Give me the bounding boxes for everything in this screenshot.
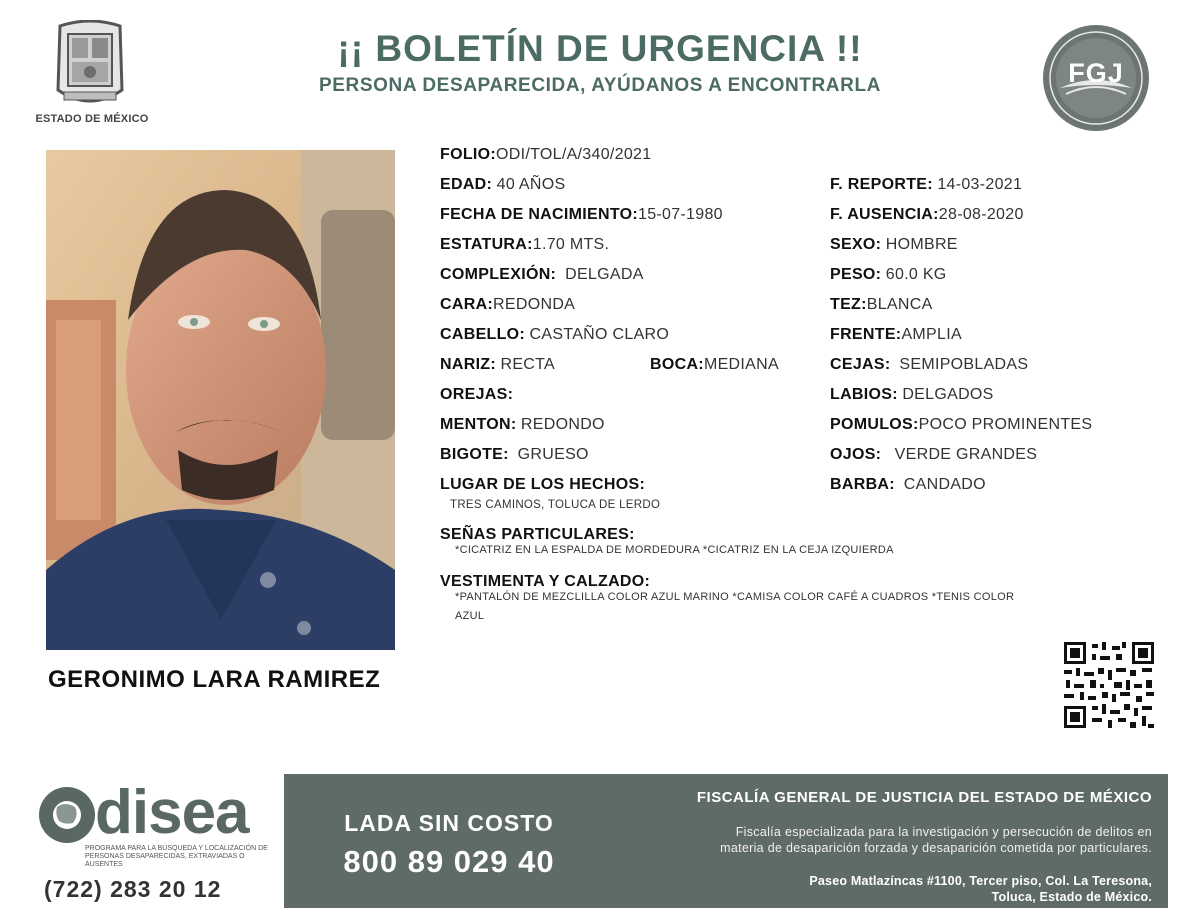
field-peso bbox=[830, 265, 947, 285]
field-value: VERDE GRANDES bbox=[894, 446, 1038, 463]
odisea-program: PROGRAMA PARA LA BÚSQUEDA Y LOCALIZACIÓN DE PERSONAS DESAPARECIDAS, EXTRAVIADAS O AUSENTES bbox=[85, 845, 268, 868]
person-name: GERONIMO LARA RAMIREZ bbox=[48, 666, 381, 693]
field-label: CEJAS: bbox=[830, 356, 891, 373]
field-value: AMPLIA bbox=[901, 326, 962, 343]
field-value: RECTA bbox=[500, 356, 556, 373]
field-value: 14-03-2021 bbox=[937, 176, 1023, 193]
field-sexo bbox=[830, 235, 958, 255]
field-label: VESTIMENTA Y CALZADO: bbox=[440, 573, 651, 590]
field-label: F. REPORTE: bbox=[830, 176, 933, 193]
field-labios bbox=[830, 385, 994, 405]
field-value: 28-08-2020 bbox=[938, 206, 1024, 223]
fiscalia-address bbox=[600, 873, 1152, 905]
field-value: POCO PROMINENTES bbox=[918, 416, 1093, 433]
field-value: 40 AÑOS bbox=[496, 176, 566, 193]
page-subtitle: PERSONA DESAPARECIDA, AYÚDANOS A ENCONTRARLA bbox=[319, 75, 881, 96]
field-label: COMPLEXIÓN: bbox=[440, 266, 557, 283]
field-cabello bbox=[440, 325, 669, 345]
field-label: SEXO: bbox=[830, 236, 882, 253]
field-value: BLANCA bbox=[866, 296, 933, 313]
state-coat-of-arms-icon bbox=[50, 20, 130, 110]
page-title: ¡¡ BOLETÍN DE URGENCIA !! bbox=[337, 28, 863, 69]
field-cara bbox=[440, 295, 575, 315]
address-line: Paseo Matlazíncas #1100, Tercer piso, Col. La Teresona, bbox=[809, 874, 1152, 888]
field-label: EDAD: bbox=[440, 176, 493, 193]
field-bigote bbox=[440, 445, 589, 465]
field-label: PESO: bbox=[830, 266, 882, 283]
odisea-wordmark: disea bbox=[95, 778, 249, 847]
fiscalia-desc-line: Fiscalía especializada para la investigación y persecución de delitos en bbox=[735, 825, 1152, 839]
field-value: REDONDA bbox=[493, 296, 576, 313]
qr-code-icon[interactable] bbox=[1062, 640, 1156, 730]
field-folio bbox=[440, 145, 651, 165]
field-label: BIGOTE: bbox=[440, 446, 509, 463]
field-lugar bbox=[440, 475, 645, 495]
field-nariz bbox=[440, 355, 555, 375]
fiscalia-desc-line: materia de desaparición forzada y desaparición cometida por particulares. bbox=[720, 841, 1152, 855]
field-label: ESTATURA: bbox=[440, 236, 533, 253]
field-value: SEMIPOBLADAS bbox=[899, 356, 1029, 373]
field-value: GRUESO bbox=[517, 446, 589, 463]
field-value: DELGADOS bbox=[902, 386, 994, 403]
lada-label: LADA SIN COSTO bbox=[344, 810, 554, 836]
fgj-logo-text: FGJ bbox=[1068, 58, 1124, 88]
field-label: TEZ: bbox=[830, 296, 867, 313]
field-edad bbox=[440, 175, 565, 195]
field-value: MEDIANA bbox=[703, 356, 779, 373]
field-label: FRENTE: bbox=[830, 326, 902, 343]
field-complexion bbox=[440, 265, 644, 285]
field-label: BOCA: bbox=[650, 356, 704, 373]
field-value: CASTAÑO CLARO bbox=[529, 326, 670, 343]
field-label: CABELLO: bbox=[440, 326, 526, 343]
field-label: OJOS: bbox=[830, 446, 882, 463]
field-label: CARA: bbox=[440, 296, 494, 313]
field-label: POMULOS: bbox=[830, 416, 919, 433]
field-label: FECHA DE NACIMIENTO: bbox=[440, 206, 638, 223]
field-senas-value: *CICATRIZ EN LA ESPALDA DE MORDEDURA *CICATRIZ EN LA CEJA IZQUIERDA bbox=[455, 544, 894, 556]
field-label: LUGAR DE LOS HECHOS: bbox=[440, 476, 646, 493]
field-fecha-ausencia bbox=[830, 205, 1024, 225]
field-lugar-value: TRES CAMINOS, TOLUCA DE LERDO bbox=[450, 499, 661, 511]
field-value: ODI/TOL/A/340/2021 bbox=[496, 146, 652, 163]
field-estatura bbox=[440, 235, 609, 255]
field-value: REDONDO bbox=[520, 416, 605, 433]
address-line: Toluca, Estado de México. bbox=[991, 890, 1152, 904]
field-cejas bbox=[830, 355, 1028, 375]
field-tez bbox=[830, 295, 933, 315]
field-label: OREJAS: bbox=[440, 386, 514, 403]
odisea-phone[interactable]: (722) 283 20 12 bbox=[44, 876, 222, 902]
field-value: DELGADA bbox=[565, 266, 644, 283]
field-label: FOLIO: bbox=[440, 146, 497, 163]
field-pomulos bbox=[830, 415, 1092, 435]
field-value: 15-07-1980 bbox=[638, 206, 723, 223]
field-menton bbox=[440, 415, 605, 435]
field-label: BARBA: bbox=[830, 476, 895, 493]
field-barba bbox=[830, 475, 986, 495]
field-boca bbox=[650, 355, 779, 375]
field-label: F. AUSENCIA: bbox=[830, 206, 939, 223]
field-orejas bbox=[440, 385, 513, 405]
field-frente bbox=[830, 325, 962, 345]
lada-number[interactable]: 800 89 029 40 bbox=[343, 844, 555, 879]
person-photo bbox=[46, 150, 395, 650]
field-vestimenta-value: *PANTALÓN DE MEZCLILLA COLOR AZUL MARINO *CAMISA COLOR CAFÉ A CUADROS *TENIS COLOR AZUL bbox=[455, 591, 1015, 622]
field-value: 60.0 KG bbox=[885, 266, 947, 283]
field-label: SEÑAS PARTICULARES: bbox=[440, 526, 635, 543]
field-value: HOMBRE bbox=[885, 236, 958, 253]
field-ojos bbox=[830, 445, 1037, 465]
fiscalia-title: FISCALÍA GENERAL DE JUSTICIA DEL ESTADO DE MÉXICO bbox=[696, 789, 1152, 806]
state-name: ESTADO DE MÉXICO bbox=[35, 113, 149, 125]
field-fecha-nacimiento bbox=[440, 205, 723, 225]
field-fecha-reporte bbox=[830, 175, 1022, 195]
field-label: LABIOS: bbox=[830, 386, 898, 403]
field-label: NARIZ: bbox=[440, 356, 497, 373]
field-value: 1.70 MTS. bbox=[532, 236, 610, 253]
field-label: MENTON: bbox=[440, 416, 517, 433]
field-value: CANDADO bbox=[903, 476, 986, 493]
fiscalia-description bbox=[600, 824, 1152, 856]
